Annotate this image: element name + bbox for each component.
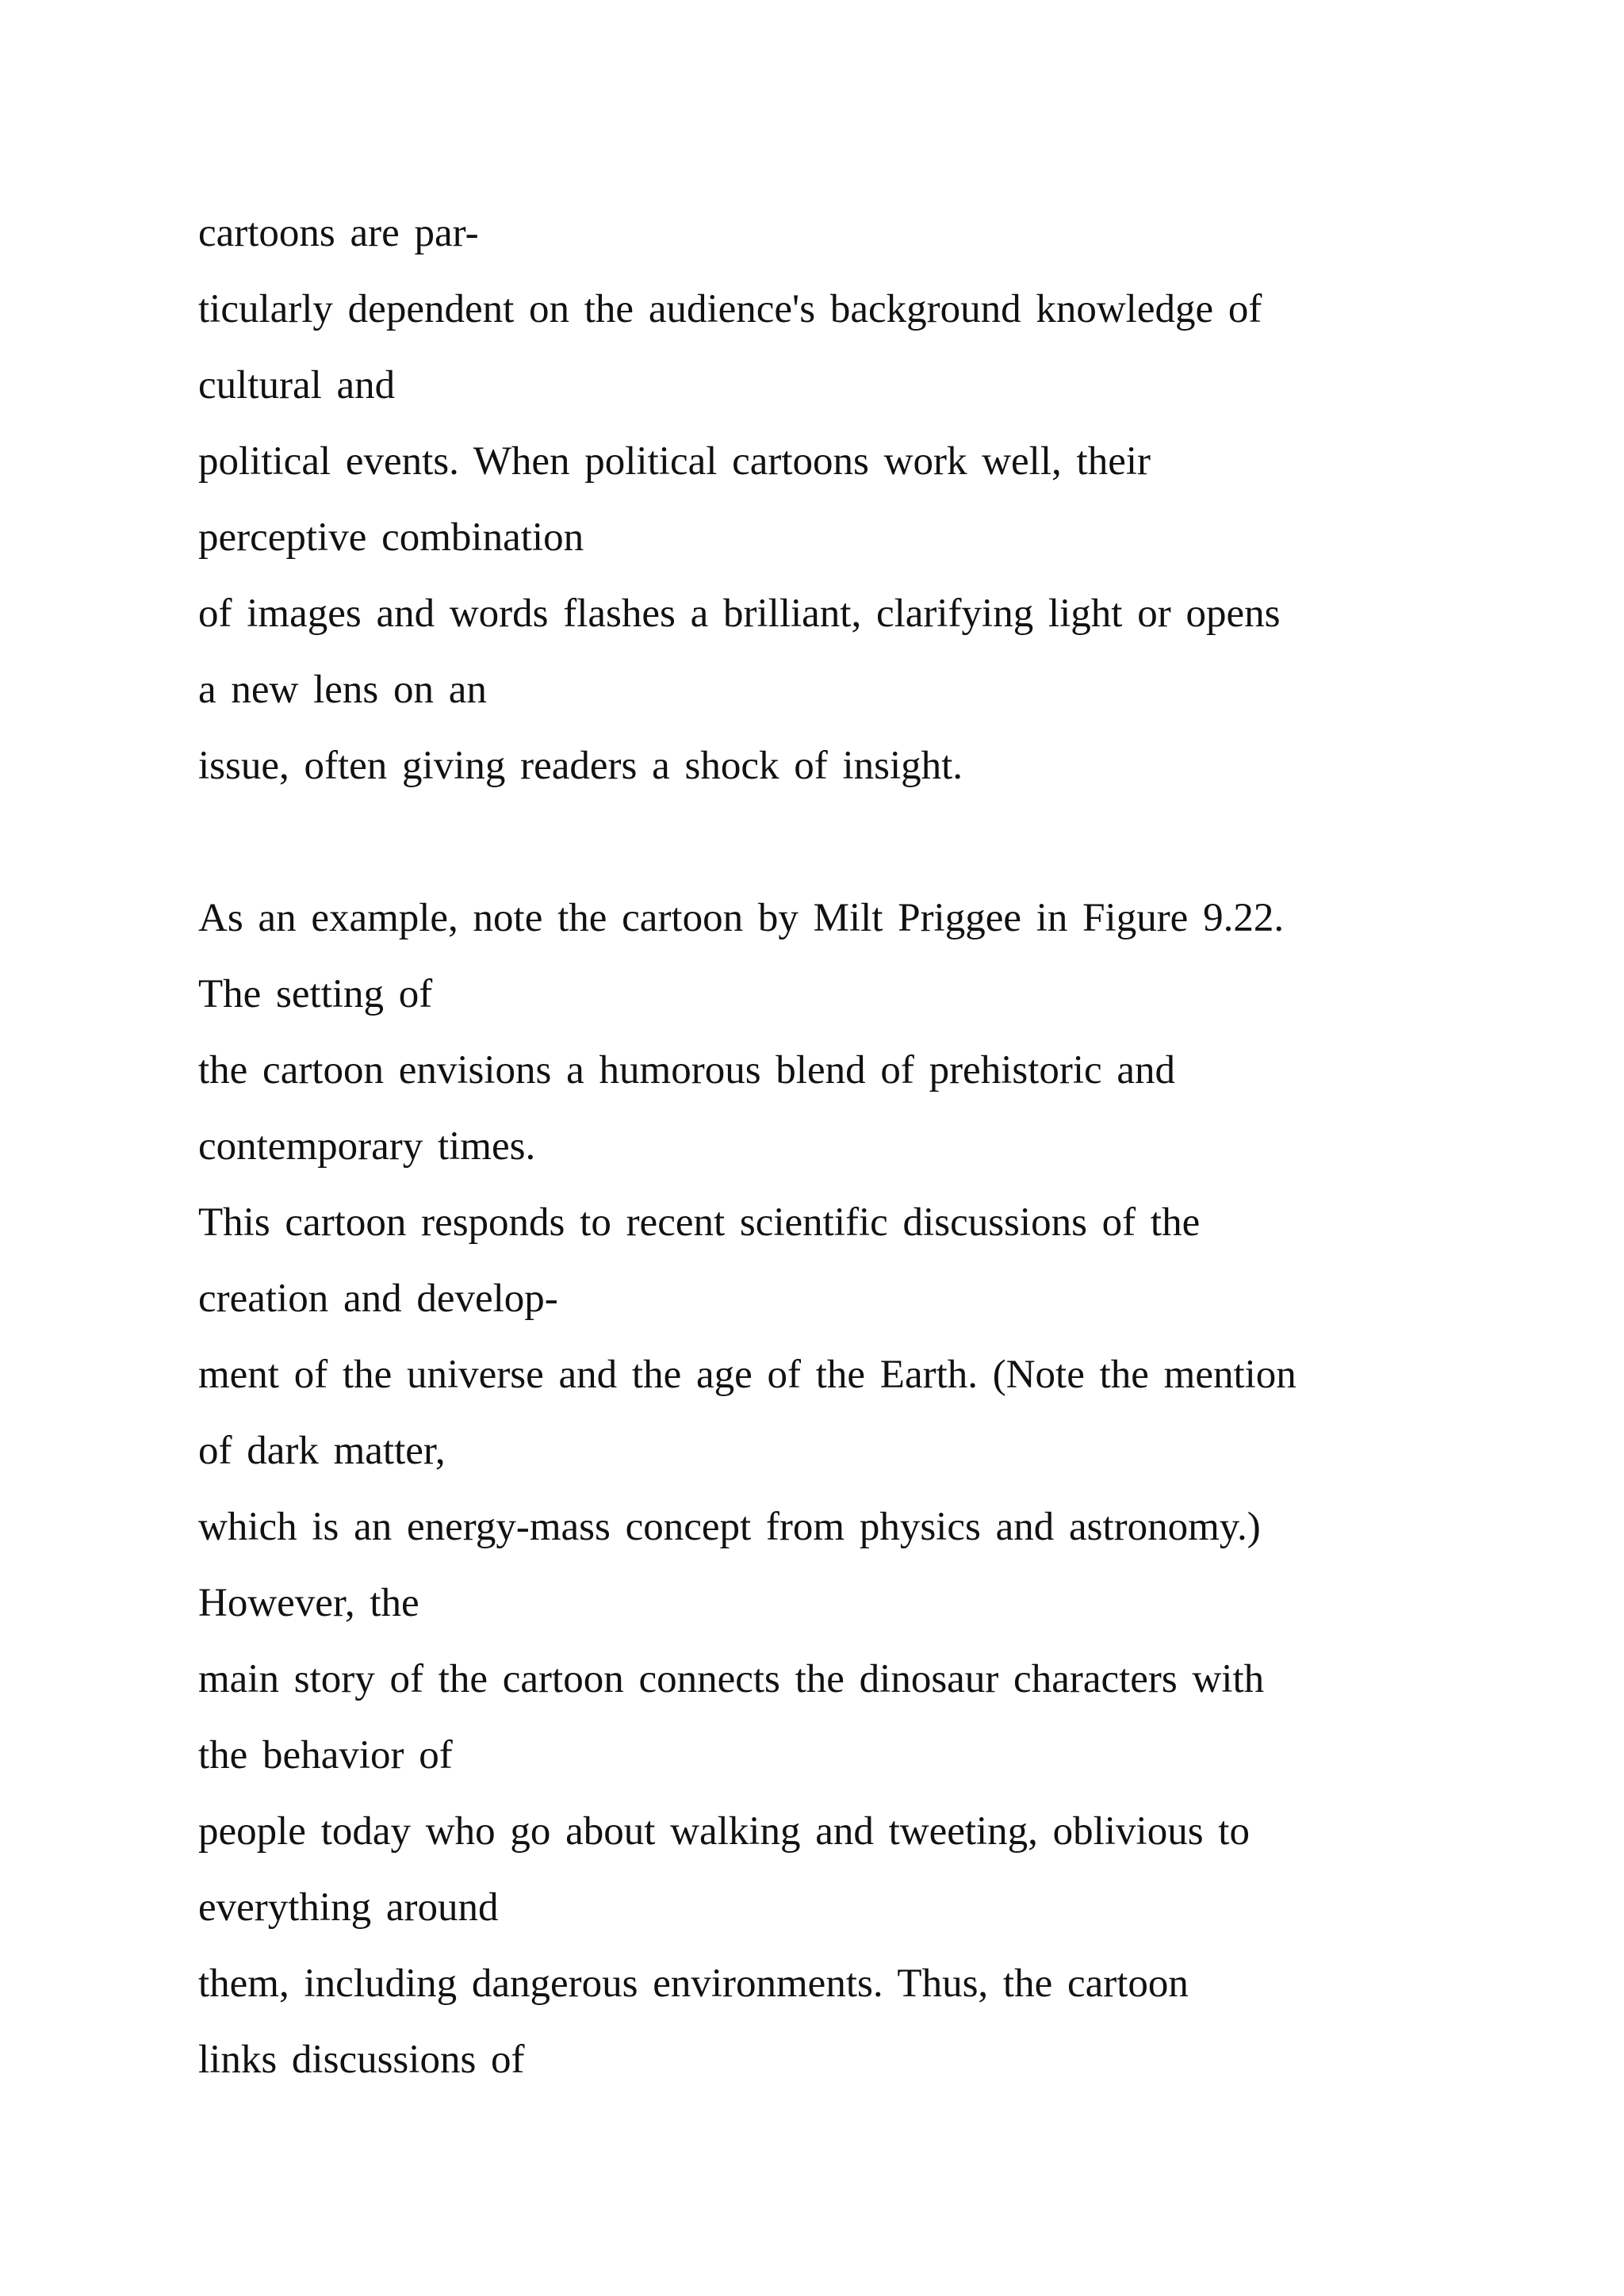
text-line: the behavior of xyxy=(198,1733,453,1777)
body-text xyxy=(198,195,1507,2098)
text-line: ment of the universe and the age of the Earth. (Note the mention xyxy=(198,1353,1297,1397)
text-line: which is an energy-mass concept from physics and astronomy.) xyxy=(198,1505,1261,1549)
paragraph xyxy=(198,195,1507,804)
text-line: them, including dangerous environments. Thus, the cartoon xyxy=(198,1961,1189,2006)
text-line: cartoons are par- xyxy=(198,211,479,255)
text-line: The setting of xyxy=(198,972,433,1016)
text-line: of images and words flashes a brilliant, clarifying light or opens xyxy=(198,591,1281,636)
text-line: the cartoon envisions a humorous blend of prehistoric and xyxy=(198,1048,1176,1093)
text-line: of dark matter, xyxy=(198,1429,446,1473)
text-line: issue, often giving readers a shock of insight. xyxy=(198,744,963,788)
text-line: a new lens on an xyxy=(198,668,487,712)
text-line: ticularly dependent on the audience's background knowledge of xyxy=(198,287,1262,331)
text-line: cultural and xyxy=(198,363,396,408)
text-line: everything around xyxy=(198,1885,499,1930)
text-line: links discussions of xyxy=(198,2038,525,2082)
text-line: contemporary times. xyxy=(198,1124,536,1169)
text-line: As an example, note the cartoon by Milt Priggee in Figure 9.22. xyxy=(198,896,1285,940)
text-line: perceptive combination xyxy=(198,515,584,560)
text-line: However, the xyxy=(198,1581,419,1625)
paragraph xyxy=(198,880,1507,2098)
text-line: creation and develop- xyxy=(198,1276,558,1321)
text-line: main story of the cartoon connects the dinosaur characters with xyxy=(198,1657,1265,1701)
paragraph-gap xyxy=(198,804,1507,880)
text-line: This cartoon responds to recent scientific discussions of the xyxy=(198,1200,1201,1245)
text-line: political events. When political cartoons work well, their xyxy=(198,439,1151,484)
text-line: people today who go about walking and tweeting, oblivious to xyxy=(198,1809,1250,1854)
